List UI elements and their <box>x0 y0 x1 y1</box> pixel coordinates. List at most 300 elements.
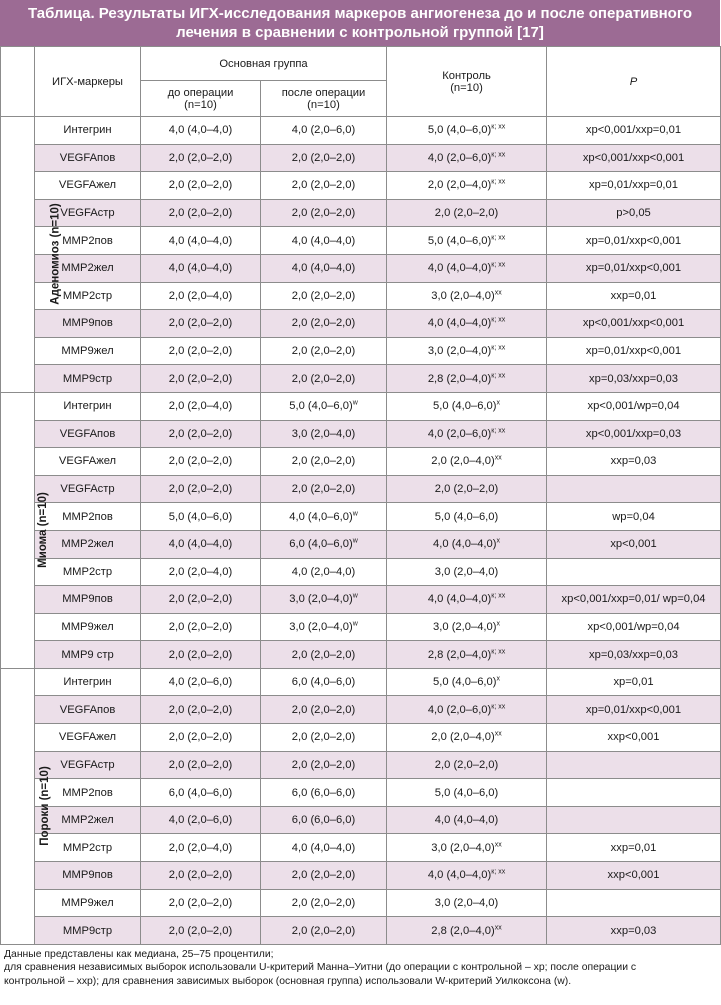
before-cell <box>141 503 261 531</box>
after-cell <box>261 862 387 890</box>
p-cell-value: p>0,05 <box>616 207 651 220</box>
control-cell <box>387 310 547 338</box>
marker-cell-value: MMP2стр <box>62 841 113 854</box>
marker-cell <box>35 917 141 945</box>
after-cell-value: 2,0 (2,0–2,0) <box>291 207 356 220</box>
control-cell-superscript: к; хх <box>491 371 506 379</box>
after-cell <box>261 724 387 752</box>
p-cell <box>547 448 721 476</box>
after-cell-value: 5,0 (4,0–6,0) <box>289 400 353 413</box>
table-row <box>1 613 721 641</box>
before-cell <box>141 613 261 641</box>
control-cell <box>387 586 547 614</box>
after-cell <box>261 448 387 476</box>
before-cell <box>141 724 261 752</box>
marker-cell-value: VEGFAстр <box>60 758 115 771</box>
control-cell <box>387 613 547 641</box>
marker-cell <box>35 117 141 145</box>
control-cell-value: 3,0 (2,0–4,0) <box>434 565 499 578</box>
before-cell-value: 2,0 (2,0–2,0) <box>168 455 233 468</box>
control-cell-superscript: к; хх <box>491 344 506 352</box>
control-cell <box>387 806 547 834</box>
after-cell-value: 2,0 (2,0–2,0) <box>291 731 356 744</box>
control-cell-value: 5,0 (4,0–6,0) <box>427 124 492 137</box>
table-row <box>1 337 721 365</box>
after-cell <box>261 668 387 696</box>
before-cell <box>141 558 261 586</box>
control-cell-superscript: к; хх <box>491 868 506 876</box>
before-cell-value: 4,0 (4,0–4,0) <box>168 538 233 551</box>
after-cell <box>261 834 387 862</box>
before-cell-value: 2,0 (2,0–2,0) <box>168 896 233 909</box>
after-cell-value: 6,0 (6,0–6,0) <box>291 786 356 799</box>
before-cell <box>141 696 261 724</box>
after-cell <box>261 696 387 724</box>
control-cell <box>387 641 547 669</box>
marker-cell-value: VEGFAпов <box>59 427 116 440</box>
p-cell <box>547 365 721 393</box>
p-cell-value: хр<0,001/wр=0,04 <box>587 620 680 633</box>
after-cell <box>261 586 387 614</box>
marker-cell-value: MMP2жел <box>61 814 114 827</box>
control-cell-value: 2,8 (2,0–4,0) <box>427 648 492 661</box>
after-cell-superscript: w <box>352 620 358 628</box>
before-cell <box>141 862 261 890</box>
after-cell <box>261 365 387 393</box>
after-cell <box>261 889 387 917</box>
header-main-group: Основная группа <box>141 47 387 81</box>
table-row <box>1 696 721 724</box>
before-cell-value: 4,0 (4,0–4,0) <box>168 262 233 275</box>
after-cell-value: 4,0 (4,0–4,0) <box>291 841 356 854</box>
p-cell-value: хр=0,01/ххр<0,001 <box>585 262 682 275</box>
control-cell-superscript: х <box>496 620 500 628</box>
control-cell <box>387 558 547 586</box>
control-cell-superscript: х <box>496 399 500 407</box>
marker-cell-value: Интегрин <box>63 400 112 413</box>
before-cell-value: 4,0 (4,0–4,0) <box>168 124 233 137</box>
p-cell-value: хр<0,001 <box>610 538 657 551</box>
before-cell-value: 2,0 (2,0–2,0) <box>168 924 233 937</box>
before-cell-value: 2,0 (2,0–2,0) <box>168 731 233 744</box>
table-row <box>1 668 721 696</box>
table-row <box>1 475 721 503</box>
p-cell-value: ххр=0,01 <box>610 289 657 302</box>
control-cell-value: 3,0 (2,0–4,0) <box>431 289 495 302</box>
before-cell-value: 2,0 (2,0–2,0) <box>168 179 233 192</box>
before-cell-value: 2,0 (2,0–2,0) <box>168 207 233 220</box>
control-cell <box>387 254 547 282</box>
p-cell <box>547 503 721 531</box>
marker-cell <box>35 448 141 476</box>
marker-cell <box>35 641 141 669</box>
control-cell-superscript: хх <box>494 454 502 462</box>
control-cell-value: 3,0 (2,0–4,0) <box>434 896 499 909</box>
p-cell <box>547 751 721 779</box>
header-blank <box>1 47 35 117</box>
marker-cell-value: MMP9стр <box>62 372 113 385</box>
control-cell <box>387 448 547 476</box>
after-cell-value: 2,0 (2,0–2,0) <box>291 179 356 192</box>
after-cell <box>261 199 387 227</box>
before-cell <box>141 641 261 669</box>
table-row <box>1 144 721 172</box>
control-cell-superscript: хх <box>494 841 502 848</box>
before-cell <box>141 392 261 420</box>
after-cell-value: 2,0 (2,0–2,0) <box>291 455 356 468</box>
after-cell <box>261 558 387 586</box>
marker-cell-value: VEGFAжел <box>58 455 117 468</box>
control-cell <box>387 365 547 393</box>
header-p-label: P <box>629 75 638 88</box>
control-cell-value: 4,0 (2,0–6,0) <box>427 427 492 440</box>
control-cell <box>387 117 547 145</box>
p-cell-value: ххр<0,001 <box>607 731 660 744</box>
control-cell-value: 4,0 (4,0–4,0) <box>427 317 492 330</box>
p-cell <box>547 337 721 365</box>
before-cell-value: 4,0 (4,0–4,0) <box>168 234 233 247</box>
marker-cell-value: MMP2стр <box>62 565 113 578</box>
table-row <box>1 530 721 558</box>
control-cell-superscript: хх <box>494 289 502 297</box>
control-cell-superscript: к; хх <box>491 703 506 711</box>
table-title: Таблица. Результаты ИГХ-исследования маркеров ангиогенеза до и после оперативного лечения в сравнении с контрольной группой [17] <box>0 0 720 46</box>
after-cell <box>261 751 387 779</box>
marker-cell-value: MMP9 стр <box>61 648 114 661</box>
before-cell <box>141 475 261 503</box>
control-cell <box>387 751 547 779</box>
after-cell-value: 2,0 (2,0–2,0) <box>291 896 356 909</box>
after-cell-value: 2,0 (2,0–2,0) <box>291 151 356 164</box>
p-cell <box>547 586 721 614</box>
after-cell <box>261 420 387 448</box>
before-cell <box>141 227 261 255</box>
control-cell-superscript: к; хх <box>491 427 506 435</box>
after-cell <box>261 172 387 200</box>
p-cell <box>547 310 721 338</box>
marker-cell-value: Интегрин <box>63 676 112 689</box>
control-cell <box>387 668 547 696</box>
before-cell-value: 2,0 (2,0–2,0) <box>168 483 233 496</box>
after-cell-value: 6,0 (6,0–6,0) <box>291 814 356 827</box>
control-cell <box>387 337 547 365</box>
control-cell <box>387 392 547 420</box>
before-cell-value: 2,0 (2,0–4,0) <box>168 400 233 413</box>
p-cell-value: ххр=0,03 <box>610 455 657 468</box>
before-cell <box>141 117 261 145</box>
after-cell <box>261 530 387 558</box>
p-cell-value: wр=0,04 <box>612 510 655 523</box>
control-cell <box>387 144 547 172</box>
before-cell <box>141 199 261 227</box>
p-cell-value: хр<0,001/ххр=0,01 <box>585 124 682 137</box>
control-cell <box>387 530 547 558</box>
marker-cell-value: MMP9пов <box>62 869 113 882</box>
header-control <box>387 47 547 117</box>
p-cell-value: хр=0,03/ххр=0,03 <box>589 372 678 385</box>
table-row <box>1 172 721 200</box>
after-cell <box>261 917 387 945</box>
p-cell <box>547 724 721 752</box>
control-cell <box>387 724 547 752</box>
before-cell <box>141 172 261 200</box>
control-cell-value: 4,0 (4,0–4,0) <box>433 538 497 551</box>
control-cell <box>387 172 547 200</box>
after-cell-value: 4,0 (4,0–4,0) <box>291 234 356 247</box>
after-cell-value: 2,0 (2,0–2,0) <box>291 345 356 358</box>
p-cell <box>547 254 721 282</box>
control-cell-value: 5,0 (4,0–6,0) <box>433 676 497 689</box>
control-cell <box>387 475 547 503</box>
before-cell-value: 2,0 (2,0–2,0) <box>168 620 233 633</box>
before-cell <box>141 917 261 945</box>
table-row <box>1 558 721 586</box>
after-cell-value: 3,0 (2,0–4,0) <box>289 593 353 606</box>
marker-cell-value: VEGFAжел <box>58 179 117 192</box>
table-row <box>1 641 721 669</box>
table-row <box>1 862 721 890</box>
header-after-label: после операции <box>281 86 366 99</box>
before-cell-value: 2,0 (2,0–2,0) <box>168 345 233 358</box>
after-cell-value: 4,0 (4,0–4,0) <box>291 262 356 275</box>
control-cell <box>387 889 547 917</box>
before-cell-value: 2,0 (2,0–2,0) <box>168 151 233 164</box>
marker-cell-value: MMP9пов <box>62 593 113 606</box>
after-cell <box>261 254 387 282</box>
after-cell-value: 2,0 (2,0–2,0) <box>291 648 356 661</box>
p-cell <box>547 144 721 172</box>
table-row <box>1 310 721 338</box>
p-cell <box>547 779 721 807</box>
control-cell-value: 2,0 (2,0–2,0) <box>434 207 499 220</box>
before-cell-value: 4,0 (2,0–6,0) <box>168 676 233 689</box>
before-cell-value: 2,0 (2,0–4,0) <box>168 289 233 302</box>
p-cell-value: хр=0,01/ххр<0,001 <box>585 234 682 247</box>
after-cell <box>261 144 387 172</box>
after-cell-value: 2,0 (2,0–2,0) <box>291 289 356 302</box>
control-cell <box>387 227 547 255</box>
control-cell-value: 4,0 (2,0–6,0) <box>427 151 492 164</box>
p-cell <box>547 475 721 503</box>
marker-cell <box>35 503 141 531</box>
before-cell <box>141 144 261 172</box>
control-cell-value: 5,0 (4,0–6,0) <box>434 786 499 799</box>
after-cell <box>261 310 387 338</box>
control-cell-superscript: к; хх <box>491 261 506 269</box>
table-row <box>1 282 721 310</box>
marker-cell-value: MMP2жел <box>61 538 114 551</box>
after-cell <box>261 392 387 420</box>
control-cell-value: 2,0 (2,0–2,0) <box>434 483 499 496</box>
footnote <box>0 945 720 989</box>
after-cell <box>261 806 387 834</box>
p-cell <box>547 117 721 145</box>
group-label: Миома (n=10) <box>36 492 49 569</box>
marker-cell-value: MMP2пов <box>62 234 113 247</box>
marker-cell <box>35 172 141 200</box>
p-cell-value: хр=0,03/ххр=0,03 <box>589 648 678 661</box>
p-cell <box>547 641 721 669</box>
p-cell-value: ххр=0,03 <box>610 924 657 937</box>
p-cell <box>547 889 721 917</box>
after-cell-value: 2,0 (2,0–2,0) <box>291 758 356 771</box>
p-cell <box>547 558 721 586</box>
before-cell <box>141 586 261 614</box>
table-row <box>1 392 721 420</box>
header-p <box>547 47 721 117</box>
control-cell-value: 2,0 (2,0–4,0) <box>427 179 492 192</box>
marker-cell-value: VEGFAжел <box>58 731 117 744</box>
after-cell <box>261 227 387 255</box>
control-cell-value: 4,0 (4,0–4,0) <box>427 262 492 275</box>
p-cell-value: хр<0,001/ххр<0,001 <box>582 317 685 330</box>
table-row <box>1 227 721 255</box>
after-cell-superscript: w <box>352 537 358 545</box>
table-row <box>1 448 721 476</box>
marker-cell <box>35 862 141 890</box>
p-cell <box>547 530 721 558</box>
after-cell-value: 2,0 (2,0–2,0) <box>291 924 356 937</box>
marker-cell-value: Интегрин <box>63 124 112 137</box>
before-cell-value: 2,0 (2,0–2,0) <box>168 869 233 882</box>
before-cell <box>141 751 261 779</box>
marker-cell-value: MMP2стр <box>62 289 113 302</box>
header-marker: ИГХ-маркеры <box>35 47 141 117</box>
after-cell-superscript: w <box>352 399 358 407</box>
control-cell-superscript: х <box>496 537 500 545</box>
before-cell-value: 4,0 (2,0–6,0) <box>168 814 233 827</box>
table-row <box>1 586 721 614</box>
after-cell-value: 2,0 (2,0–2,0) <box>291 372 356 385</box>
control-cell-superscript: к; хх <box>491 178 506 186</box>
control-cell-value: 2,0 (2,0–2,0) <box>434 758 499 771</box>
after-cell-value: 2,0 (2,0–2,0) <box>291 703 356 716</box>
group-label: Аденомиоз (n=10) <box>49 203 62 306</box>
before-cell-value: 2,0 (2,0–4,0) <box>168 841 233 854</box>
header-before-n: (n=10) <box>184 98 217 111</box>
after-cell-value: 3,0 (2,0–4,0) <box>289 620 353 633</box>
control-cell <box>387 917 547 945</box>
p-cell <box>547 806 721 834</box>
control-cell-value: 2,8 (2,0–4,0) <box>431 924 495 937</box>
before-cell <box>141 310 261 338</box>
before-cell <box>141 834 261 862</box>
marker-cell <box>35 392 141 420</box>
marker-cell-value: MMP9жел <box>61 620 114 633</box>
control-cell-superscript: хх <box>494 730 502 738</box>
marker-cell <box>35 337 141 365</box>
p-cell <box>547 613 721 641</box>
control-cell-value: 5,0 (4,0–6,0) <box>427 234 492 247</box>
marker-cell <box>35 696 141 724</box>
marker-cell <box>35 889 141 917</box>
table-row <box>1 751 721 779</box>
p-cell <box>547 420 721 448</box>
marker-cell-value: MMP9жел <box>61 345 114 358</box>
before-cell-value: 5,0 (4,0–6,0) <box>168 510 233 523</box>
control-cell-superscript: хх <box>494 923 502 931</box>
after-cell-value: 3,0 (2,0–4,0) <box>291 427 356 440</box>
results-table <box>0 46 721 945</box>
marker-cell <box>35 475 141 503</box>
marker-cell-value: MMP2пов <box>62 510 113 523</box>
after-cell-value: 6,0 (4,0–6,0) <box>289 538 353 551</box>
table-row <box>1 834 721 862</box>
header-control-n: (n=10) <box>450 81 483 94</box>
table-row <box>1 254 721 282</box>
marker-cell-value: VEGFAпов <box>59 151 116 164</box>
control-cell-superscript: к; хх <box>491 151 506 159</box>
control-cell-superscript: х <box>496 675 500 683</box>
header-control-label: Контроль <box>442 69 491 82</box>
p-cell <box>547 668 721 696</box>
footnote-line: Данные представлены как медиана, 25–75 процентили; <box>4 948 274 960</box>
before-cell <box>141 889 261 917</box>
control-cell <box>387 834 547 862</box>
after-cell-value: 4,0 (2,0–4,0) <box>291 565 356 578</box>
after-cell <box>261 503 387 531</box>
table-row <box>1 889 721 917</box>
before-cell <box>141 779 261 807</box>
p-cell-value: хр<0,001/ххр=0,03 <box>585 427 682 440</box>
before-cell-value: 2,0 (2,0–2,0) <box>168 758 233 771</box>
before-cell <box>141 806 261 834</box>
after-cell <box>261 282 387 310</box>
p-cell-value: хр<0,001/wр=0,04 <box>587 400 680 413</box>
control-cell-superscript: к; хх <box>491 316 506 324</box>
p-cell <box>547 834 721 862</box>
marker-cell-value: VEGFAпов <box>59 703 116 716</box>
marker-cell-value: VEGFAстр <box>60 483 115 496</box>
before-cell <box>141 337 261 365</box>
after-cell <box>261 337 387 365</box>
header-after-n: (n=10) <box>307 98 340 111</box>
before-cell-value: 2,0 (2,0–2,0) <box>168 427 233 440</box>
marker-cell <box>35 724 141 752</box>
after-cell-value: 2,0 (2,0–2,0) <box>291 869 356 882</box>
before-cell-value: 2,0 (2,0–2,0) <box>168 703 233 716</box>
p-cell-value: хр<0,001/ххр=0,01/ wр=0,04 <box>561 593 706 606</box>
before-cell-value: 6,0 (4,0–6,0) <box>168 786 233 799</box>
p-cell <box>547 917 721 945</box>
after-cell <box>261 779 387 807</box>
after-cell-value: 2,0 (2,0–2,0) <box>291 317 356 330</box>
group-label: Пороки (n=10) <box>38 766 51 847</box>
table-row <box>1 503 721 531</box>
control-cell <box>387 862 547 890</box>
table-row <box>1 199 721 227</box>
footnote-line: для сравнения независимых выборок использовали U-критерий Манна–Уитни (до операции с контрольной – хр; после операции с <box>4 962 637 974</box>
control-cell <box>387 199 547 227</box>
before-cell <box>141 530 261 558</box>
marker-cell <box>35 558 141 586</box>
control-cell-superscript: к; хх <box>491 647 506 655</box>
marker-cell-value: MMP2пов <box>62 786 113 799</box>
after-cell <box>261 475 387 503</box>
before-cell <box>141 365 261 393</box>
marker-cell <box>35 586 141 614</box>
before-cell-value: 2,0 (2,0–2,0) <box>168 372 233 385</box>
control-cell-superscript: к; хх <box>491 233 506 241</box>
control-cell-superscript: к; хх <box>491 592 506 600</box>
before-cell <box>141 668 261 696</box>
p-cell-value: хр<0,001/ххр<0,001 <box>582 151 685 164</box>
marker-cell-value: MMP9пов <box>62 317 113 330</box>
control-cell-value: 5,0 (4,0–6,0) <box>433 400 497 413</box>
control-cell <box>387 282 547 310</box>
after-cell-superscript: w <box>352 509 358 517</box>
marker-cell-value: VEGFAстр <box>60 207 115 220</box>
